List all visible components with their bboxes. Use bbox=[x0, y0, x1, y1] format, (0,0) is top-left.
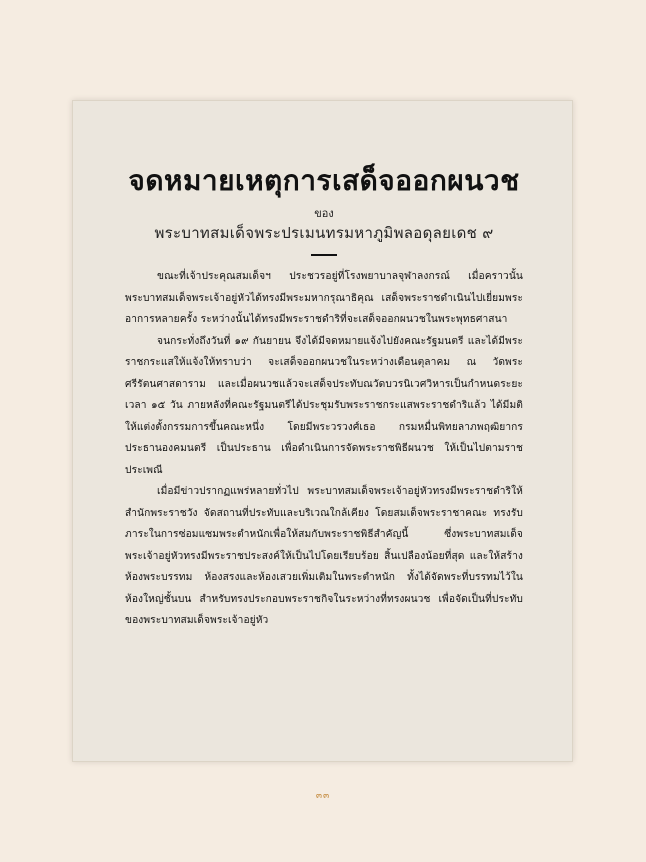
page-content bbox=[125, 159, 523, 632]
document-page bbox=[72, 100, 573, 762]
document-body bbox=[125, 266, 523, 632]
page-number: ๓๓ bbox=[315, 791, 331, 801]
body-paragraph: เมื่อมีข่าวปรากฏแพร่หลายทั่วไป พระบาทสมเด็จพระเจ้าอยู่หัวทรงมีพระราชดำริให้สำนักพระราชวัง จัดสถานที่ประทับและบริเวณใกล้เคียง โดยสมเด็จพระราชาคณะ ทรงรับภาระในการซ่อมแซมพระตำหนักเพื่อให้สมกับพระราชพิธีสำคัญนี้ ซึ่งพระบาทสมเด็จพระเจ้าอยู่หัวทรงมีพระราชประสงค์ให้เป็นไปโดยเรียบร้อย สิ้นเปลืองน้อยที่สุด และให้สร้างห้องพระบรรทม ห้องสรงและห้องเสวยเพิ่มเติมในพระตำหนัก ทั้งได้จัดพระที่บรรทมไว้ในห้องใหญ่ชั้นบน สำหรับทรงประกอบพระราชกิจในระหว่างที่ทรงผนวช เพื่อจัดเป็นที่ประทับของพระบาทสมเด็จพระเจ้าอยู่หัว bbox=[125, 486, 523, 626]
body-paragraph: จนกระทั่งถึงวันที่ ๑๙ กันยายน จึงได้มีจดหมายแจ้งไปยังคณะรัฐมนตรี และได้มีพระราชกระแสให้แจ้งให้ทราบว่า จะเสด็จออกผนวชในระหว่างเดือนตุลาคม ณ วัดพระศรีรัตนศาสดาราม และเมื่อผนวชแล้วจะเสด็จประทับณวัดบวรนิเวศวิหารเป็นกำหนดระยะเวลา ๑๕ วัน ภายหลังที่คณะรัฐมนตรีได้ประชุมรับพระราชกระแสพระราชดำริแล้ว ได้มีมติให้แต่งตั้งกรรมการขึ้นคณะหนึ่ง โดยมีพระวรวงศ์เธอ กรมหมื่นพิทยลาภพฤฒิยากร ประธานองคมนตรี เป็นประธาน เพื่อดำเนินการจัดพระราชพิธีผนวช ให้เป็นไปตามราชประเพณี bbox=[125, 335, 523, 476]
title-connector: ของ bbox=[314, 207, 334, 220]
title-divider bbox=[311, 254, 337, 256]
document-subtitle: พระบาทสมเด็จพระปรเมนทรมหาภูมิพลอดุลยเดช ๙ bbox=[154, 224, 494, 242]
document-title: จดหมายเหตุการเสด็จออกผนวช bbox=[128, 164, 520, 197]
body-paragraph: ขณะที่เจ้าประคุณสมเด็จฯ ประชวรอยู่ที่โรงพยาบาลจุฬาลงกรณ์ เมื่อคราวนั้น พระบาทสมเด็จพระเจ้าอยู่หัวได้ทรงมีพระมหากรุณาธิคุณ เสด็จพระราชดำเนินไปเยี่ยมพระอาการหลายครั้ง ระหว่างนั้นได้ทรงมีพระราชดำริที่จะเสด็จออกผนวชในพระพุทธศาสนา bbox=[125, 271, 523, 325]
